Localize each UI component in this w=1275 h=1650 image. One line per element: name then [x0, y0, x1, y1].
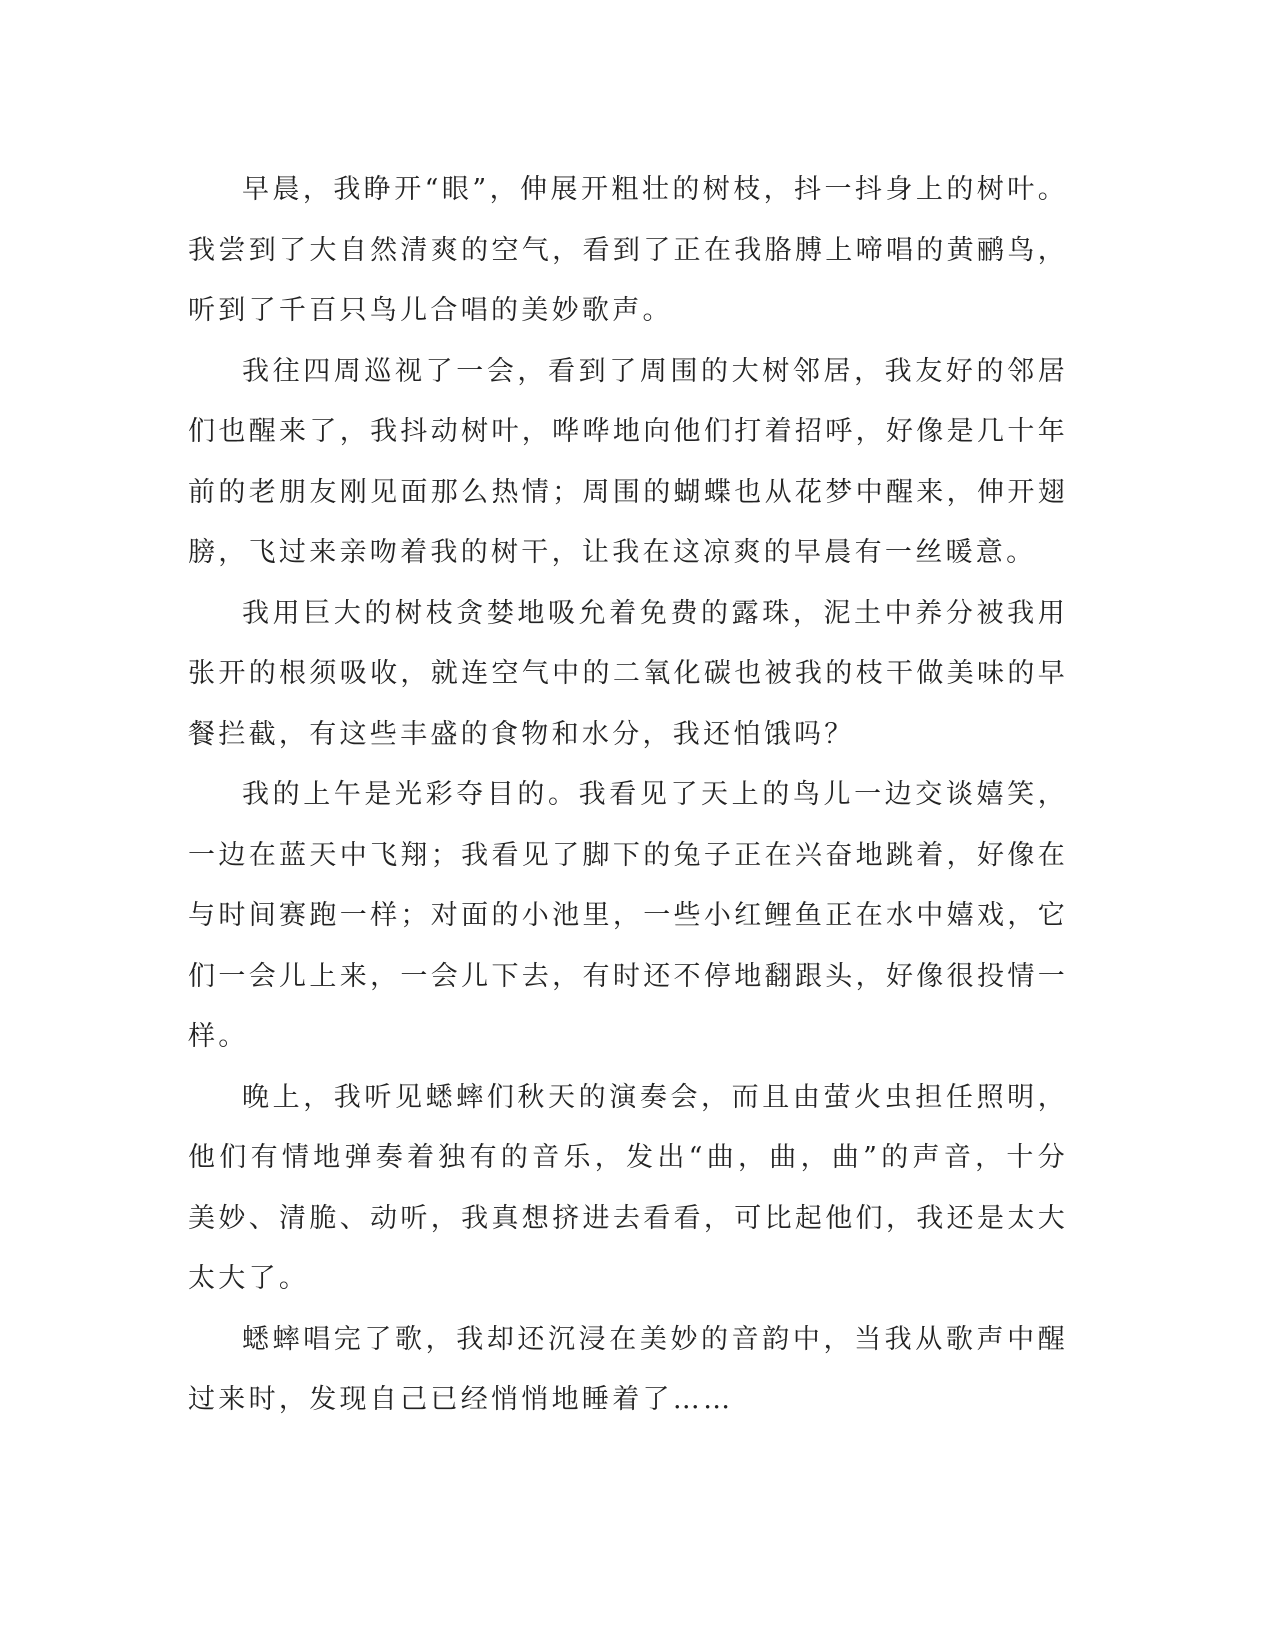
paragraph-3: 我用巨大的树枝贪婪地吸允着免费的露珠，泥土中养分被我用张开的根须吸收，就连空气中的二氧化碳也被我的枝干做美味的早餐拦截，有这些丰盛的食物和水分，我还怕饿吗？	[188, 597, 1068, 750]
paragraph-2: 我往四周巡视了一会，看到了周围的大树邻居，我友好的邻居们也醒来了，我抖动树叶，哗哗地向他们打着招呼，好像是几十年前的老朋友刚见面那么热情；周围的蝴蝶也从花梦中醒来，伸开翅膀，飞过来亲吻着我的树干，让我在这凉爽的早晨有一丝暖意。	[188, 355, 1068, 568]
essay-body	[188, 160, 1068, 1431]
paragraph-1: 早晨，我睁开“眼”，伸展开粗壮的树枝，抖一抖身上的树叶。我尝到了大自然清爽的空气，看到了正在我胳膊上啼唱的黄鹂鸟，听到了千百只鸟儿合唱的美妙歌声。	[188, 174, 1068, 326]
paragraph-5: 晚上，我听见蟋蟀们秋天的演奏会，而且由萤火虫担任照明，他们有情地弹奏着独有的音乐，发出“曲，曲，曲”的声音，十分美妙、清脆、动听，我真想挤进去看看，可比起他们，我还是太大太大了。	[188, 1081, 1068, 1294]
paragraph-6: 蟋蟀唱完了歌，我却还沉浸在美妙的音韵中，当我从歌声中醒过来时，发现自己已经悄悄地睡着了……	[188, 1323, 1068, 1415]
paragraph-4: 我的上午是光彩夺目的。我看见了天上的鸟儿一边交谈嬉笑，一边在蓝天中飞翔；我看见了脚下的兔子正在兴奋地跳着，好像在与时间赛跑一样；对面的小池里，一些小红鲤鱼正在水中嬉戏，它们一会儿上来，一会儿下去，有时还不停地翻跟头，好像很投情一样。	[188, 779, 1068, 1052]
